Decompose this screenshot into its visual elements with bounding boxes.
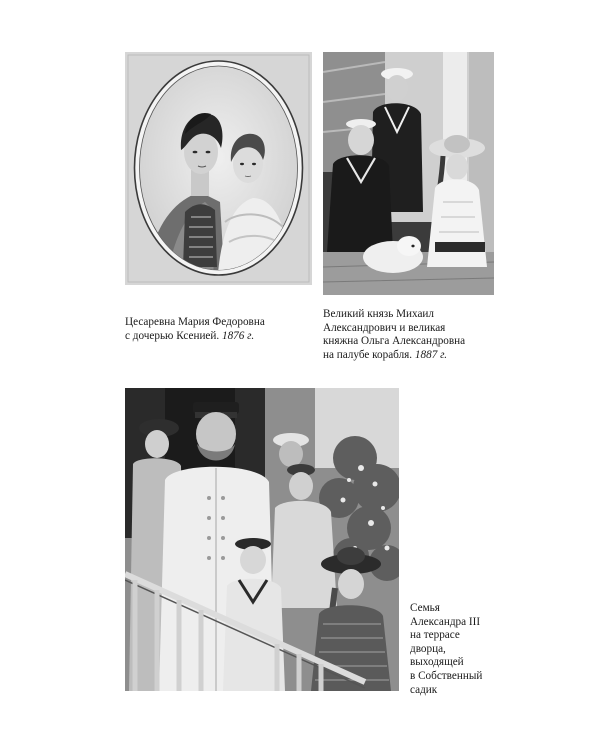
- caption-photo-2-text: на палубе корабля.: [323, 348, 413, 361]
- photo-mikhail-and-olga-on-deck: [323, 52, 494, 295]
- caption-photo-2-line-2: Александрович и великая: [323, 321, 446, 334]
- caption-photo-3-line-3: на террасе: [410, 629, 460, 642]
- caption-photo-3: [410, 602, 520, 697]
- caption-photo-2-date: 1887 г.: [414, 348, 448, 361]
- caption-photo-1: [125, 316, 315, 343]
- caption-photo-3-line-5: выходящей: [410, 656, 464, 669]
- caption-photo-2-line-4: [323, 349, 503, 363]
- photo-maria-feodorovna-with-ksenia: [125, 52, 312, 285]
- caption-photo-2: [323, 308, 503, 362]
- caption-photo-1-date: 1876 г.: [221, 329, 255, 342]
- caption-photo-2-line-3: княжна Ольга Александровна: [323, 335, 466, 348]
- caption-photo-2-line-1: Великий князь Михаил: [323, 308, 435, 320]
- caption-photo-3-line-2: Александра III: [410, 615, 481, 628]
- caption-photo-3-line-4: дворца,: [410, 642, 446, 655]
- caption-photo-3-line-7: садик: [410, 683, 438, 696]
- caption-photo-1-line-2: [125, 330, 315, 344]
- caption-photo-3-line-6: в Собственный: [410, 669, 483, 682]
- caption-photo-1-line-1: Цесаревна Мария Федоровна: [125, 316, 265, 328]
- photo-family-of-alexander-iii-on-terrace: [125, 388, 399, 691]
- caption-photo-3-line-1: Семья: [410, 602, 440, 614]
- caption-photo-1-text: с дочерью Ксенией.: [125, 329, 220, 342]
